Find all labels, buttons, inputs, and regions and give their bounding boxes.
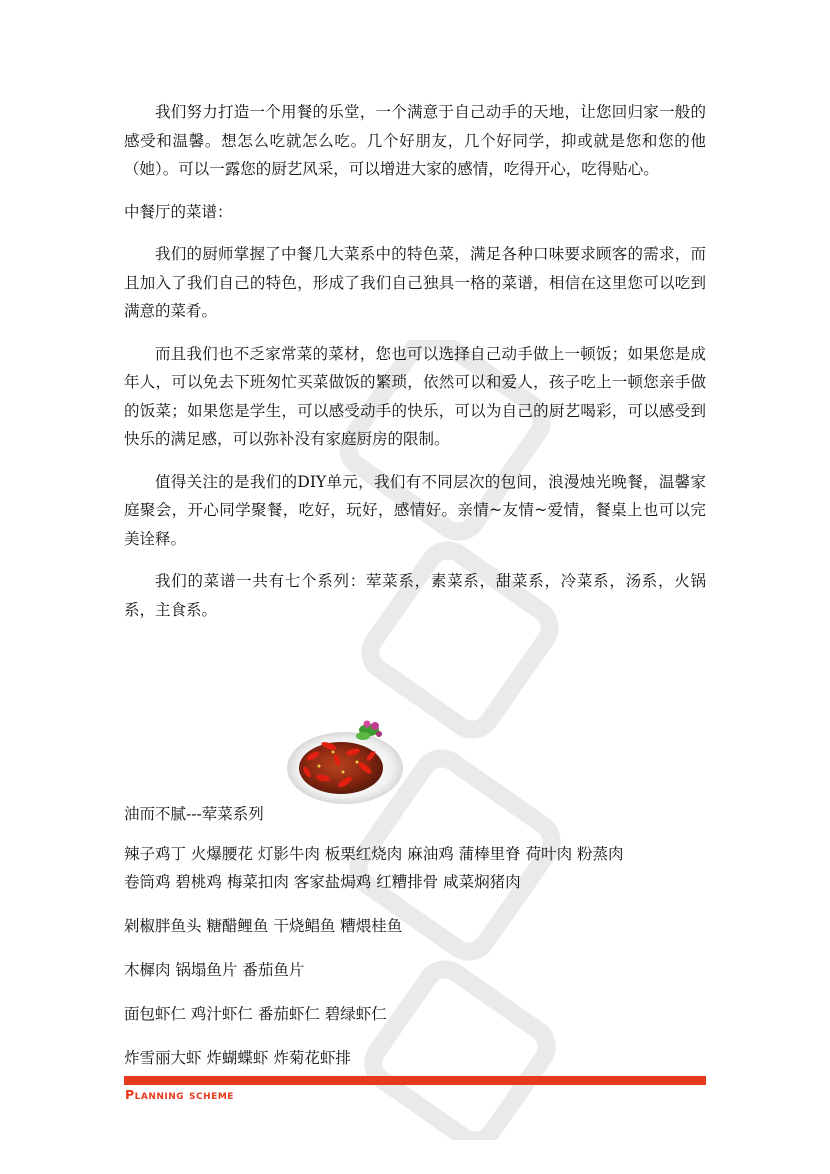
intro-paragraph: 我们努力打造一个用餐的乐堂，一个满意于自己动手的天地，让您回归家一般的感受和温馨。想怎么吃就怎么吃。几个好朋友，几个好同学，抑或就是您和您的他（她）。可以一露您的厨艺风采，可以增进大家的感情，吃得开心，吃得贴心。 <box>124 103 706 178</box>
menu-line: 卷筒鸡 碧桃鸡 梅菜扣肉 客家盐焗鸡 红糟排骨 咸菜焖猪肉 <box>124 873 521 891</box>
footer-accent-bar <box>124 1076 706 1085</box>
dish-menu-list <box>124 840 714 1072</box>
menu-line: 辣子鸡丁 火爆腰花 灯影牛肉 板栗红烧肉 麻油鸡 蒲棒里脊 荷叶肉 粉蒸肉 <box>124 845 624 863</box>
menu-line: 木樨肉 锅塌鱼片 番茄鱼片 <box>124 961 305 979</box>
menu-line: 炸雪丽大虾 炸蝴蝶虾 炸菊花虾排 <box>124 1049 351 1067</box>
home-cooking-paragraph: 而且我们也不乏家常菜的菜材，您也可以选择自己动手做上一顿饭；如果您是成年人，可以免去下班匆忙买菜做饭的繁琐，依然可以和爱人，孩子吃上一顿您亲手做的饭菜；如果您是学生，可以感受动手的快乐，可以为自己的厨艺喝彩，可以感受到快乐的满足感，可以弥补没有家庭厨房的限制。 <box>124 344 706 448</box>
document-body <box>124 98 706 638</box>
spicy-chicken-dish-icon <box>283 716 413 808</box>
footer-label: Planning scheme <box>125 1087 234 1102</box>
chef-paragraph: 我们的厨师掌握了中餐几大菜系中的特色菜，满足各种口味要求顾客的需求，而且加入了我们自己的特色，形成了我们自己独具一格的菜谱，相信在这里您可以吃到满意的菜肴。 <box>124 245 706 320</box>
dish-caption: 油而不腻---荤菜系列 <box>124 805 264 823</box>
menu-line: 面包虾仁 鸡汁虾仁 番茄虾仁 碧绿虾仁 <box>124 1005 387 1023</box>
diy-paragraph: 值得关注的是我们的DIY单元，我们有不同层次的包间，浪漫烛光晚餐，温馨家庭聚会，开心同学聚餐，吃好，玩好，感情好。亲情~友情~爱情，餐桌上也可以完美诠释。 <box>124 472 706 548</box>
menu-heading: 中餐厅的菜谱： <box>124 202 233 221</box>
series-paragraph: 我们的菜谱一共有七个系列：荤菜系，素菜系，甜菜系，冷菜系，汤系，火锅系，主食系。 <box>124 572 706 619</box>
dish-photo <box>283 716 413 808</box>
menu-line: 剁椒胖鱼头 糖醋鲤鱼 干烧鲳鱼 糟煨桂鱼 <box>124 917 403 935</box>
